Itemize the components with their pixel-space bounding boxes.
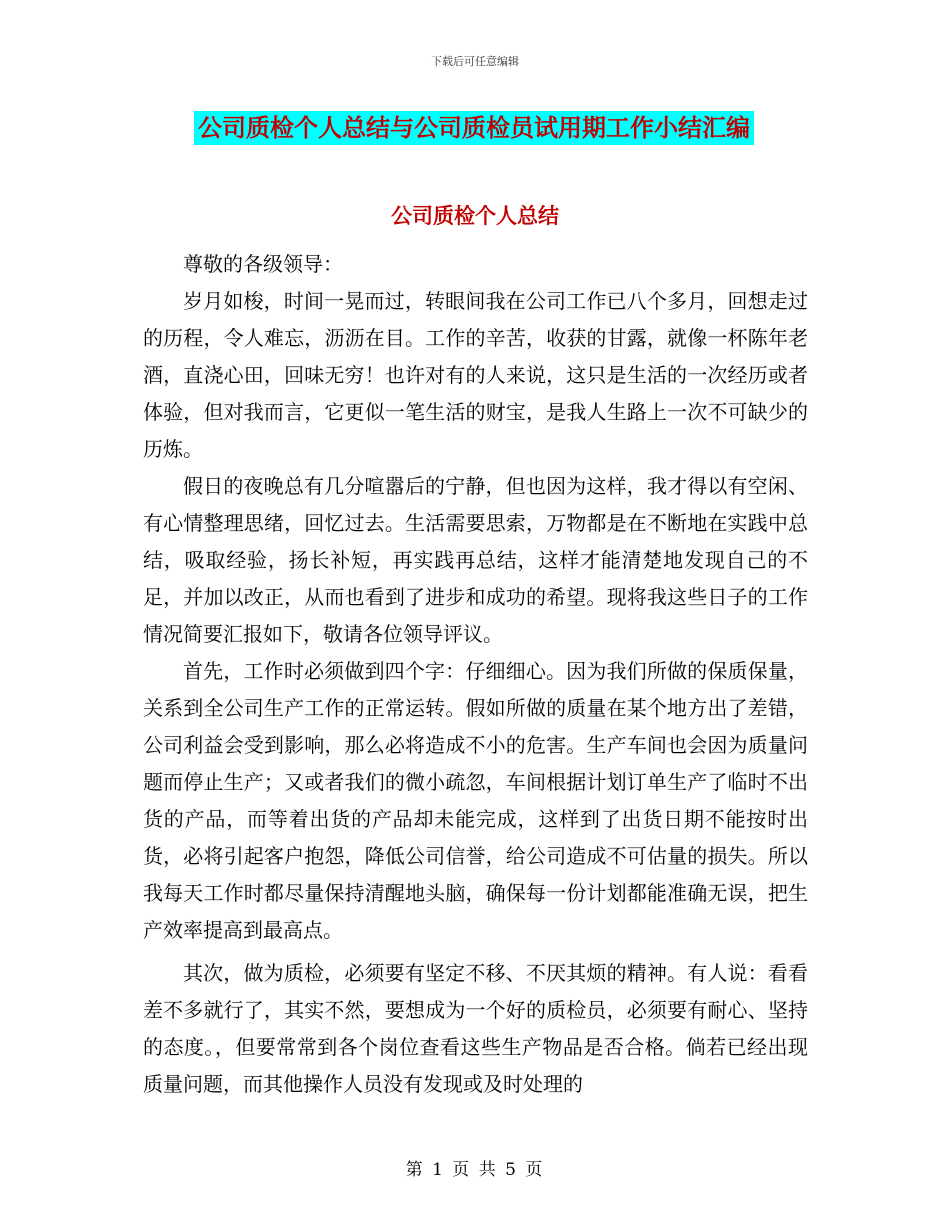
paragraph: 其次，做为质检，必须要有坚定不移、不厌其烦的精神。有人说：看看差不多就行了，其实不然，要想成为一个好的质检员，必须要有耐心、坚持的态度。，但要常常到各个岗位查看这些生产物品是否合格。倘若已经出现质量问题，而其他操作人员没有发现或及时处理的 bbox=[143, 961, 808, 1096]
document-title: 公司质检个人总结与公司质检员试用期工作小结汇编 bbox=[194, 111, 754, 145]
paragraph: 假日的夜晚总有几分喧嚣后的宁静，但也因为这样，我才得以有空闲、有心情整理思绪，回忆过去。生活需要思索，万物都是在不断地在实践中总结，吸取经验，扬长补短，再实践再总结，这样才能清楚地发现自己的不足，并加以改正，从而也看到了进步和成功的希望。现将我这些日子的工作情况简要汇报如下，敬请各位领导评议。 bbox=[143, 474, 808, 646]
document-body bbox=[143, 246, 808, 1103]
paragraph-salutation: 尊敬的各级领导： bbox=[183, 252, 343, 276]
paragraph: 岁月如梭，时间一晃而过，转眼间我在公司工作已八个多月，回想走过的历程，令人难忘，沥沥在目。工作的辛苦，收获的甘露，就像一杯陈年老酒，直浇心田，回味无穷！也许对有的人来说，这只是生活的一次经历或者体验，但对我而言，它更似一笔生活的财宝，是我人生路上一次不可缺少的历炼。 bbox=[143, 289, 808, 461]
paragraph: 首先，工作时必须做到四个字：仔细细心。因为我们所做的保质保量，关系到全公司生产工作的正常运转。假如所做的质量在某个地方出了差错，公司利益会受到影响，那么必将造成不小的危害。生产车间也会因为质量问题而停止生产；又或者我们的微小疏忽，车间根据计划订单生产了临时不出货的产品，而等着出货的产品却未能完成，这样到了出货日期不能按时出货，必将引起客户抱怨，降低公司信誉，给公司造成不可估量的损失。所以我每天工作时都尽量保持清醒地头脑，确保每一份计划都能准确无误，把生产效率提高到最高点。 bbox=[143, 659, 808, 942]
section-title: 公司质检个人总结 bbox=[391, 204, 559, 228]
page-number: 第 1 页 共 5 页 bbox=[405, 1160, 545, 1180]
header-note: 下载后可任意编辑 bbox=[431, 55, 519, 68]
